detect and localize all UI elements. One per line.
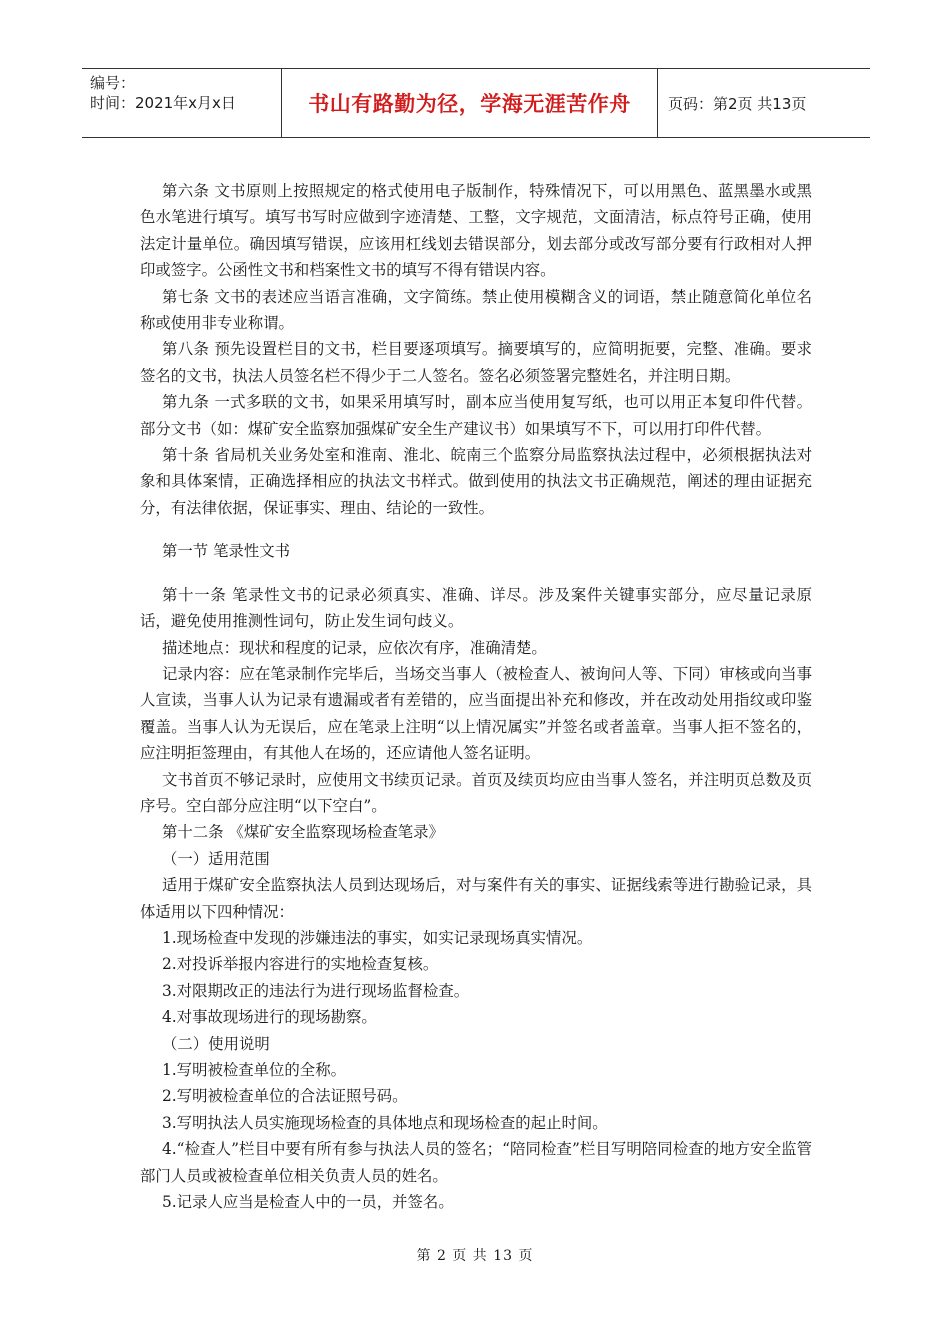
header-motto: 书山有路勤为径，学海无涯苦作舟: [282, 69, 658, 137]
list-item: 1.写明被检查单位的全称。: [162, 1061, 346, 1079]
time-label: 时间：2021年x月x日: [90, 94, 236, 112]
paragraph: 第十条 省局机关业务处室和淮南、淮北、皖南三个监察分局监察执法过程中，必须根据执法对象和具体案情，正确选择相应的执法文书样式。做到使用的执法文书正确规范，阐述的理由证据充分，有法律依据，保证事实、理由、结论的一致性。: [140, 446, 812, 517]
list-item: 3.写明执法人员实施现场检查的具体地点和现场检查的起止时间。: [162, 1113, 608, 1132]
paragraph: 描述地点：现状和程度的记录，应依次有序，准确清楚。: [162, 638, 547, 657]
page-footer: 第 2 页 共 13 页: [416, 1248, 534, 1264]
list-item: 3.对限期改正的违法行为进行现场监督检查。: [162, 981, 470, 1000]
paragraph: 记录内容：应在笔录制作完毕后，当场交当事人（被检查人、被询问人等、下同）审核或向当事人宣读，当事人认为记录有遗漏或者有差错的，应当面提出补充和修改，并在改动处用指纹或印鉴覆盖。当事人认为无误后，应在笔录上注明“以上情况属实”并签名或者盖章。当事人拒不签名的，应注明拒签理由，有其他人在场的，还应请他人签名证明。: [140, 664, 812, 763]
paragraph: 第七条 文书的表述应当语言准确，文字简练。禁止使用模糊含义的词语，禁止随意简化单位名称或使用非专业称谓。: [140, 287, 812, 333]
header-meta: [82, 69, 282, 137]
blank-line: [140, 521, 812, 538]
list-item: 2.写明被检查单位的合法证照号码。: [162, 1087, 408, 1106]
section-heading: 第一节 笔录性文书: [162, 542, 291, 561]
header-page-info: 页码：第2页 共13页: [668, 94, 807, 113]
paragraph: 第十一条 笔录性文书的记录必须真实、准确、详尽。涉及案件关键事实部分，应尽量记录原话，避免使用推测性词句，防止发生词句歧义。: [140, 585, 812, 631]
paragraph: 第九条 一式多联的文书，如果采用填写时，副本应当使用复写纸，也可以用正本复印件代替。部分文书（如：煤矿安全监察加强煤矿安全生产建议书）如果填写不下，可以用打印件代替。: [140, 393, 812, 438]
list-item: 2.对投诉举报内容进行的实地检查复核。: [162, 955, 439, 974]
paragraph: （一）适用范围: [162, 849, 270, 868]
number-label: 编号：: [90, 74, 136, 92]
list-item: 1.现场检查中发现的涉嫌违法的事实，如实记录现场真实情况。: [162, 928, 593, 947]
blank-line: [140, 565, 812, 582]
paragraph: 适用于煤矿安全监察执法人员到达现场后，对与案件有关的事实、证据线索等进行勘验记录，具体适用以下四种情况：: [140, 876, 812, 921]
list-item: 5.记录人应当是检查人中的一员，并签名。: [162, 1193, 454, 1212]
list-item: 4.对事故现场进行的现场勘察。: [162, 1008, 377, 1027]
paragraph: （二）使用说明: [162, 1034, 270, 1053]
paragraph: 第六条 文书原则上按照规定的格式使用电子版制作，特殊情况下，可以用黑色、蓝黑墨水或黑色水笔进行填写。填写书写时应做到字迹清楚、工整，文字规范，文面清洁，标点符号正确，使用法定计量单位。确因填写错误，应该用杠线划去错误部分，划去部分或改写部分要有行政相对人押印或签字。公函性文书和档案性文书的填写不得有错误内容。: [140, 182, 812, 280]
paragraph: 第八条 预先设置栏目的文书，栏目要逐项填写。摘要填写的，应简明扼要，完整、准确。要求签名的文书，执法人员签名栏不得少于二人签名。签名必须签署完整姓名，并注明日期。: [140, 340, 812, 385]
paragraph: 文书首页不够记录时，应使用文书续页记录。首页及续页均应由当事人签名，并注明页总数及页序号。空白部分应注明“以下空白”。: [140, 770, 812, 815]
paragraph: 第十二条 《煤矿安全监察现场检查笔录》: [162, 823, 444, 842]
page-header: [82, 68, 870, 138]
list-item: 4.“检查人”栏目中要有所有参与执法人员的签名；“陪同检查”栏目写明陪同检查的地方安全监管部门人员或被检查单位相关负责人员的姓名。: [140, 1140, 812, 1185]
document-body: [140, 178, 812, 1215]
